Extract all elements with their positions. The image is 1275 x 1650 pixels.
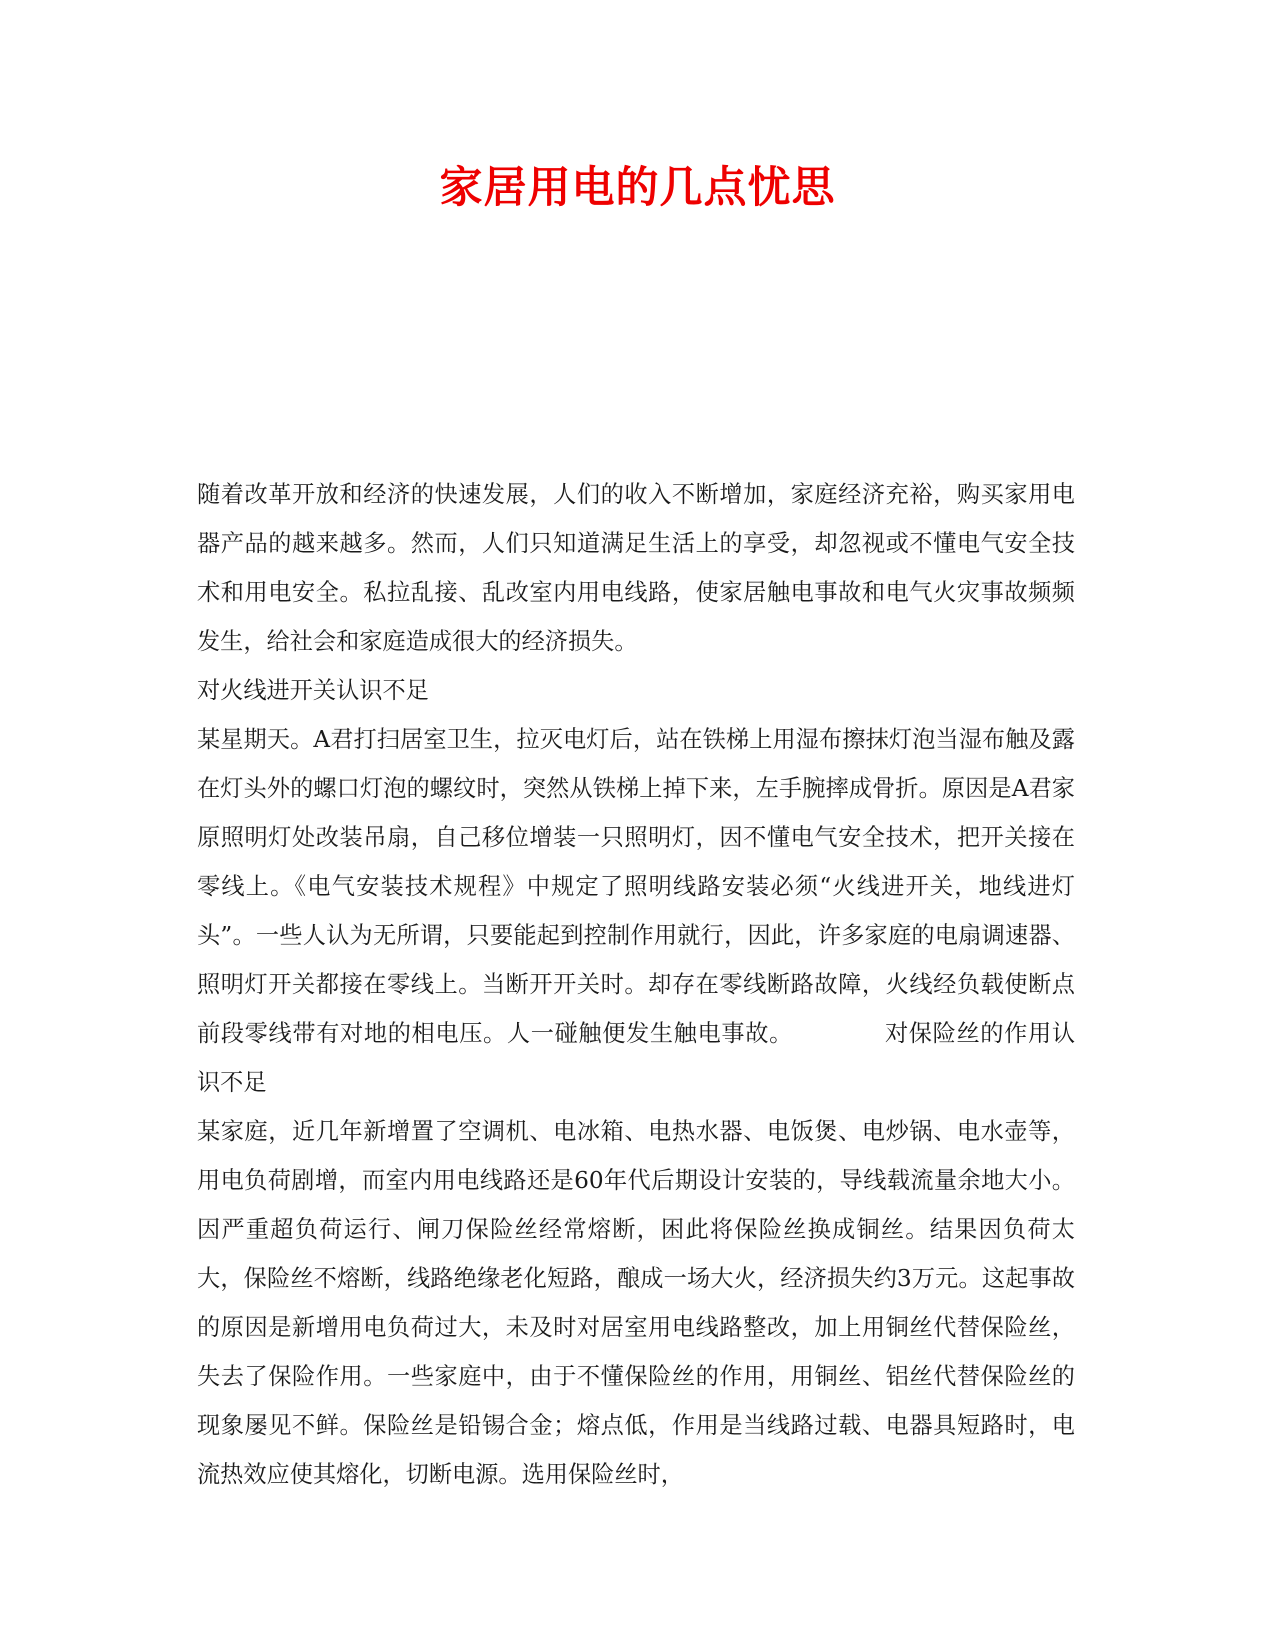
document-body — [197, 470, 1075, 1499]
intro-paragraph: 随着改革开放和经济的快速发展，人们的收入不断增加，家庭经济充裕，购买家用电器产品的越来越多。然而，人们只知道满足生活上的享受，却忽视或不懂电气安全技术和用电安全。私拉乱接、乱改室内用电线路，使家居触电事故和电气火灾事故频频发生，给社会和家庭造成很大的经济损失。 — [197, 481, 1075, 655]
section-heading-live-wire-switch: 对火线进开关认识不足 — [197, 677, 429, 704]
document-title: 家居用电的几点忧思 — [439, 163, 836, 213]
fuse-paragraph: 某家庭，近几年新增置了空调机、电冰箱、电热水器、电饭煲、电炒锅、电水壶等，用电负荷剧增，而室内用电线路还是60年代后期设计安装的，导线载流量余地大小。因严重超负荷运行、闸刀保险丝经常熔断，困此将保险丝换成铜丝。结果因负荷太大，保险丝不熔断，线路绝缘老化短路，酿成一场大火，经济损失约3万元。这起事故的原因是新增用电负荷过大，未及时对居室用电线路整改，加上用铜丝代替保险丝，失去了保险作用。一些家庭中，由于不懂保险丝的作用，用铜丝、铝丝代替保险丝的现象屡见不鲜。保险丝是铅锡合金；熔点低，作用是当线路过载、电器具短路时，电流热效应使其熔化，切断电源。选用保险丝时， — [197, 1118, 1075, 1488]
section-heading-fuse: 对保险丝的作用认识不足 — [197, 1020, 1076, 1096]
live-wire-paragraph-text: 某星期天。A君打扫居室卫生，拉灭电灯后，站在铁梯上用湿布擦抹灯泡当湿布触及露在灯头外的螺口灯泡的螺纹时，突然从铁梯上掉下来，左手腕摔成骨折。原因是A君家原照明灯处改装吊扇，自己移位增装一只照明灯，因不懂电气安全技术，把开关接在零线上。《电气安装技术规程》中规定了照明线路安装必须“火线进开关，地线进灯头”。一些人认为无所谓，只要能起到控制作用就行，因此，许多家庭的电扇调速器、照明灯开关都接在零线上。当断开开关时。却存在零线断路故障，火线经负载使断点前段零线带有对地的相电压。人一碰触便发生触电事故。 — [197, 726, 1075, 1047]
live-wire-paragraph — [197, 715, 1075, 1107]
